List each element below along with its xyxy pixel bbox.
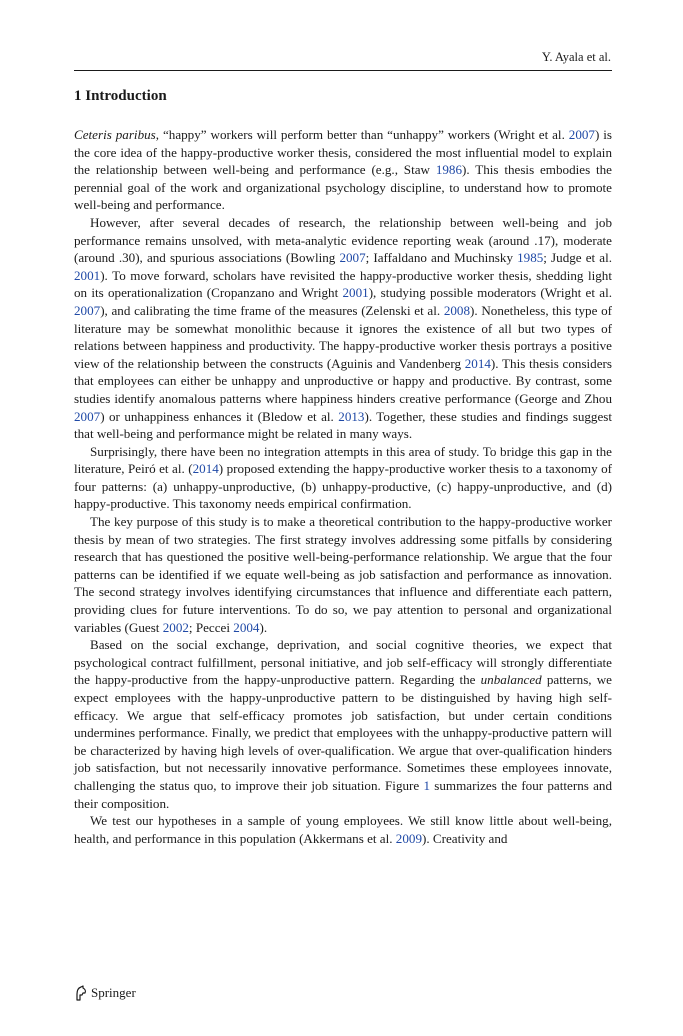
text-run: ). Together, these studies and findings suggest that well-being and performance might be related in many ways. — [74, 408, 613, 442]
text-run: ; Iaffaldano and Muchinsky — [365, 250, 518, 266]
citation-link[interactable]: 2001 — [74, 267, 101, 283]
citation-link[interactable]: 2014 — [192, 461, 219, 477]
text-run: ), studying possible moderators (Wright et al. — [368, 285, 612, 301]
citation-link[interactable]: 2004 — [233, 619, 260, 635]
text-run: ). Creativity and — [421, 830, 508, 846]
italic-text: unbalanced — [480, 672, 542, 688]
text-run: ). This thesis considers that employees can either be unhappy and unproductive or happy and productive. By contrast, some studies identify anomalous patterns where happiness hinders creative performance (George and Zhou — [74, 355, 612, 406]
italic-text: Ceteris paribus — [74, 127, 156, 142]
text-run: ). This thesis embodies the perennial goal of the work and organizational psychology discipline, to understand how to promote well-being and performance. — [74, 162, 612, 213]
paragraph — [74, 513, 612, 636]
citation-link[interactable]: 2007 — [74, 302, 101, 318]
publisher-name: Springer — [91, 985, 136, 1000]
citation-link[interactable]: 2008 — [443, 302, 471, 318]
body-text — [74, 126, 612, 847]
text-run: patterns, we expect employees with the happy-unproductive pattern to be distinguished by having high self-efficacy. We argue that self-efficacy promotes job satisfaction, but under certain conditions undermines performance. Finally, we predict that employees with the unhappy-productive pattern will be characterized by having high levels of over-qualification. We argue that over-qualification hinders job satisfaction, but not necessarily innovative performance. Sometimes these employees innovate, challenging the status quo, to improve their job situation. Figure — [74, 672, 612, 793]
citation-link[interactable]: 2007 — [568, 127, 595, 142]
text-run: However, after several decades of research, the relationship between well-being and job performance remains unsolved, with meta-analytic evidence reporting weak (around .17), moderate (around .30), and spurious associations (Bowling — [74, 214, 612, 266]
text-run: ). — [259, 619, 268, 635]
citation-link[interactable]: 2002 — [162, 619, 189, 635]
paragraph — [74, 126, 612, 214]
text-run: Based on the social exchange, deprivation, and social cognitive theories, we expect that psychological contract fulfillment, personal initiative, and job self-efficacy will strongly differentiate the happy-productive from the happy-unproductive pattern. Regarding the — [74, 637, 612, 688]
citation-link[interactable]: 2007 — [339, 250, 366, 266]
text-run: The key purpose of this study is to make a theoretical contribution to the happy-productive worker thesis by mean of two strategies. The first strategy involves addressing some pitfalls by considering research that has questioned the positive well-being-performance relationship. We argue that the four patterns can be identified if we equate well-being as job satisfaction and performance as innovation. The second strategy involves identifying circumstances that influence and differentiate each pattern, providing clues for future interventions. To do so, we pay attention to personal and organizational variables (Guest — [74, 514, 612, 635]
text-run: ) or unhappiness enhances it (Bledow et al. — [100, 408, 339, 424]
citation-link[interactable]: 1985 — [517, 250, 544, 266]
paragraph — [74, 443, 612, 513]
publisher-logo — [74, 985, 136, 1001]
paragraph — [74, 812, 612, 847]
text-run: We test our hypotheses in a sample of young employees. We still know little about well-being, health, and performance in this population (Akkermans et al. — [74, 813, 612, 846]
text-run: ; Peccei — [188, 619, 234, 635]
text-run: ). To move forward, scholars have revisited the happy-productive worker thesis, shedding light on its operationalization (Cropanzano and Wright — [74, 267, 612, 301]
text-run: summarizes the four patterns and their composition. — [74, 777, 612, 811]
citation-link[interactable]: 1986 — [435, 162, 463, 178]
text-run: ), and calibrating the time frame of the measures (Zelenski et al. — [100, 302, 444, 318]
text-run: ) is the core idea of the happy-productive worker thesis, considered the most influential model to explain the relationship between well-being and performance (e.g., Staw — [74, 127, 612, 178]
header-rule — [74, 70, 612, 71]
citation-link[interactable]: 2009 — [395, 830, 422, 846]
text-run: ). Nonetheless, this type of literature may be somewhat monolithic because it ignores the existence of all but two types of relations between happiness and productivity. The happy-productive worker thesis portrays a positive view of the relationship between the constructs (Aguinis and Vandenberg — [74, 302, 612, 371]
running-header-author: Y. Ayala et al. — [541, 50, 611, 64]
citation-link[interactable]: 2007 — [74, 408, 101, 424]
text-run: ) proposed extending the happy-productive worker thesis to a taxonomy of four patterns: (a) unhappy-unproductive, (b) unhappy-productive, (c) happy-unproductive, and (d) happy-productive. This taxonomy needs empirical confirmation. — [74, 461, 613, 512]
paragraph — [74, 214, 612, 443]
paragraph — [74, 636, 612, 812]
citation-link[interactable]: 2014 — [464, 355, 491, 371]
section-title: 1 Introduction — [74, 88, 167, 104]
text-run: , “happy” workers will perform better than “unhappy” workers (Wright et al. — [155, 127, 569, 142]
springer-horse-icon — [74, 985, 88, 1001]
text-run: Surprisingly, there have been no integration attempts in this area of study. To bridge this gap in the literature, Peiró et al. ( — [74, 443, 612, 477]
citation-link[interactable]: 2013 — [338, 408, 365, 424]
citation-link[interactable]: 2001 — [342, 285, 369, 301]
citation-link[interactable]: 1 — [423, 777, 431, 793]
text-run: ; Judge et al. — [543, 250, 612, 266]
